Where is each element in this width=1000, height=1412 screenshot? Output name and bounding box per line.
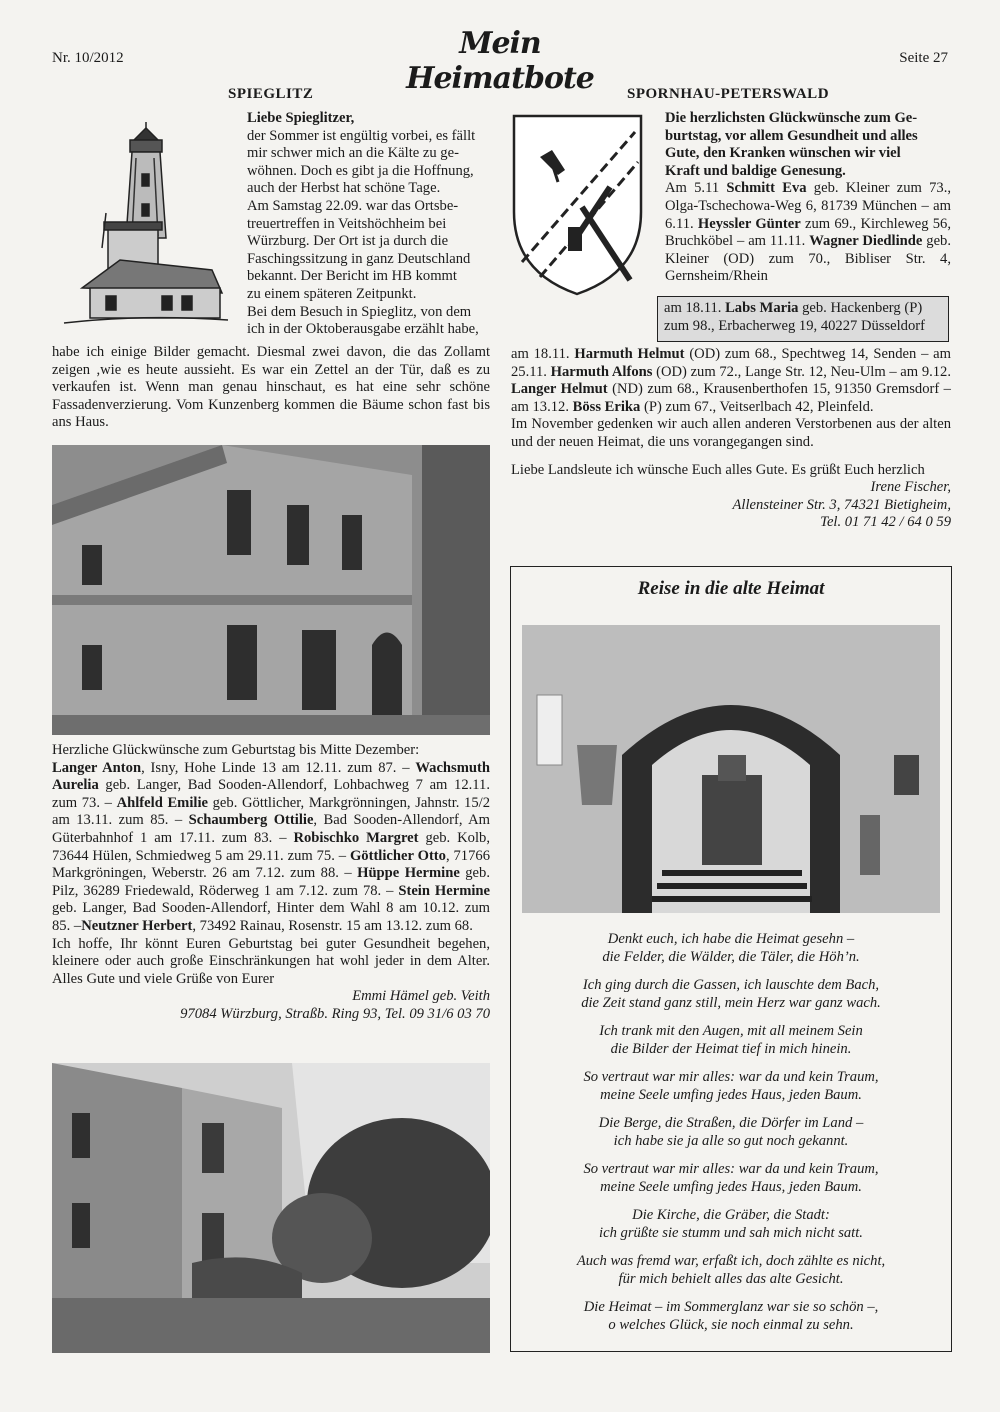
text-line: wöhnen. Doch es gibt ja die Hoffnung, bbox=[247, 162, 474, 179]
poem-stanza bbox=[520, 930, 942, 966]
birthday-name: Labs Maria bbox=[725, 300, 799, 316]
lead-line: Gute, den Kranken wünschen wir viel bbox=[665, 145, 901, 162]
text-line: bekannt. Der Bericht im HB kommt bbox=[247, 268, 457, 285]
birthday-detail: (P) zum 67., Veitserlbach 42, Pleinfeld. bbox=[640, 398, 874, 415]
poem-stanza bbox=[520, 976, 942, 1012]
birthday-detail: geb. Kolb, 73644 Hülen, Schmiedweg 5 am 29.11. zum 75. – bbox=[52, 829, 490, 864]
text-line: Bei dem Besuch in Spieglitz, von dem bbox=[247, 303, 472, 320]
poem-stanza bbox=[520, 1252, 942, 1288]
poem-line: o welches Glück, sie noch einmal zu sehn. bbox=[608, 1317, 854, 1333]
closing-paragraph: Ich hoffe, Ihr könnt Euren Geburtstag bei guter Gesundheit begehen, kleinere oder auch große Einschränkungen hat wohl jeder in dem Alter. Alles Gute und viele Grüße von Eurer bbox=[52, 935, 490, 987]
birthday-detail: , Isny, Hohe Linde 13 am 12.11. zum 87. – bbox=[141, 759, 416, 776]
lead-line: burtstag, vor allem Gesundheit und alles bbox=[665, 127, 918, 144]
birthday-name: Harmuth Alfons bbox=[550, 363, 653, 380]
entry-date: am 18.11. bbox=[511, 346, 575, 362]
birthday-detail: geb. Kleiner zum 73., Olga-Tschechowa-Weg 6, 81739 München – am 6.11. bbox=[665, 180, 951, 232]
text-line: Würzburg. Der Ort ist ja durch die bbox=[247, 233, 449, 250]
birthday-name: Wagner Diedlinde bbox=[809, 233, 923, 250]
memorial-paragraph: Im November gedenken wir auch allen anderen Verstorbenen aus der alten und der neuen Heimat, die uns vorangegangen sind. bbox=[511, 416, 951, 450]
signature-address: 97084 Würzburg, Straßb. Ring 93, Tel. 09 31/6 03 70 bbox=[180, 1005, 490, 1022]
poem-line: ich habe sie ja alle so gut noch gekannt. bbox=[613, 1133, 849, 1149]
poem-line: So vertraut war mir alles: war da und kein Traum, bbox=[583, 1161, 879, 1177]
birthday-detail: (ND) zum 68., Krausenberthofen 15, 91350 Gremsdorf – am 13.12. bbox=[511, 381, 951, 415]
poem-stanza bbox=[520, 1022, 942, 1058]
issue-number: Nr. 10/2012 bbox=[52, 50, 124, 66]
poem-line: Die Kirche, die Gräber, die Stadt: bbox=[632, 1207, 830, 1223]
birthday-list-continued bbox=[511, 346, 951, 416]
text-line: der Sommer ist engültig vorbei, es fällt bbox=[247, 127, 476, 144]
building-trees-photo bbox=[52, 1063, 490, 1353]
body-paragraph: habe ich einige Bilder gemacht. Diesmal zwei davon, die das Zollamt zeigen ,wie es heute aussieht. Es war ein Zettel an der Tür, daß es zu verkaufen ist. Wenn man genau hinschaut, es hat eine sehr schöne Fassadenverzierung. Vom Kunzenberg kommen die Bäume schon fast bis ans Haus. bbox=[52, 344, 490, 431]
birthday-detail: geb. Göttlicher, Markgrönningen, Jahnstr. 15/2 am 13.11. zum 85. – bbox=[52, 794, 490, 829]
customs-house-photo bbox=[52, 445, 490, 735]
birthday-name: Ahlfeld Emilie bbox=[116, 794, 208, 811]
signature-phone: Tel. 01 71 42 / 64 0 59 bbox=[820, 514, 951, 531]
poem-line: Ich ging durch die Gassen, ich lauschte dem Bach, bbox=[582, 977, 880, 993]
birthday-list-right bbox=[665, 180, 951, 286]
coat-of-arms bbox=[510, 112, 645, 297]
birthday-intro: Herzliche Glückwünsche zum Geburtstag bis Mitte Dezember: bbox=[52, 742, 420, 758]
poem bbox=[520, 930, 942, 1344]
section-title-spieglitz: SPIEGLITZ bbox=[228, 86, 314, 102]
birthday-name: Böss Erika bbox=[572, 398, 641, 415]
birthday-detail: geb. Kleiner (OD) zum 70., Bibliser Str. 4, Gernsheim/Rhein bbox=[665, 233, 951, 285]
entry-date: am 18.11. bbox=[664, 300, 726, 316]
highlight-box bbox=[657, 296, 949, 342]
tower-illustration bbox=[62, 118, 230, 333]
birthday-detail: zum 69., Kirchleweg 56, Bruchköbel – am 11.11. bbox=[665, 215, 951, 250]
birthday-name: Schaumberg Ottilie bbox=[188, 812, 314, 829]
poem-line: meine Seele umfing jedes Haus, jeden Baum. bbox=[600, 1087, 862, 1103]
page-number: Seite 27 bbox=[899, 50, 948, 66]
birthday-name: Langer Anton bbox=[52, 759, 142, 776]
farewell-paragraph: Liebe Landsleute ich wünsche Euch alles Gute. Es grüßt Euch herzlich bbox=[511, 461, 925, 478]
birthday-detail: (OD) zum 72., Lange Str. 12, Neu-Ulm – am 9.12. bbox=[652, 363, 952, 380]
poem-stanza bbox=[520, 1068, 942, 1104]
poem-title: Reise in die alte Heimat bbox=[637, 578, 825, 599]
birthday-name: Harmuth Helmut bbox=[574, 346, 685, 362]
birthday-detail: geb. Hackenberg (P) zum 98., Erbacherweg 19, 40227 Düsseldorf bbox=[664, 300, 925, 334]
poem-line: ich grüßte sie stumm und sah mich nicht satt. bbox=[599, 1225, 863, 1241]
birthday-detail: (OD) zum 68., Spechtweg 14, Senden – am 25.11. bbox=[511, 346, 951, 380]
birthday-name: Neutzner Herbert bbox=[81, 917, 193, 934]
entry-date: Am 5.11 bbox=[665, 180, 727, 197]
text-line: ich in der Oktoberausgabe erzählt habe, bbox=[247, 321, 479, 338]
birthday-name: Langer Helmut bbox=[511, 381, 608, 398]
birthday-name: Schmitt Eva bbox=[726, 180, 807, 197]
lead-line: Kraft und baldige Genesung. bbox=[665, 162, 846, 179]
poem-line: meine Seele umfing jedes Haus, jeden Baum. bbox=[600, 1179, 862, 1195]
signature-name: Irene Fischer, bbox=[870, 479, 951, 496]
poem-line: So vertraut war mir alles: war da und kein Traum, bbox=[583, 1069, 879, 1085]
poem-line: Denkt euch, ich habe die Heimat gesehn – bbox=[607, 931, 855, 947]
poem-line: die Zeit stand ganz still, mein Herz war ganz wach. bbox=[581, 995, 881, 1011]
birthday-detail: geb. Langer, Bad Sooden-Allendorf, Hinter dem Wahl 8 am 10.12. zum 85. – bbox=[52, 900, 490, 934]
poem-line: die Bilder der Heimat tief in mich hinein. bbox=[610, 1041, 852, 1057]
poem-line: für mich behielt alles das alte Gesicht. bbox=[618, 1271, 844, 1287]
birthday-name: Stein Hermine bbox=[398, 882, 491, 899]
poem-stanza bbox=[520, 1114, 942, 1150]
masthead-logo: Mein Heimatbote bbox=[406, 26, 594, 96]
greeting: Liebe Spieglitzer, bbox=[247, 110, 355, 126]
birthday-detail: , 71766 Markgröningen, Weberstr. 26 am 7.12. zum 88. – bbox=[52, 847, 490, 882]
text-line: auch der Herbst hat schöne Tage. bbox=[247, 180, 441, 197]
birthday-detail: geb. Langer, Bad Sooden-Allendorf, Lohbachweg 7 am 12.11. zum 73. – bbox=[52, 777, 490, 811]
text-line: Faschingssitzung in ganz Deutschland bbox=[247, 250, 471, 267]
birthday-name: Heyssler Günter bbox=[697, 215, 801, 232]
birthday-name: Robischko Margret bbox=[293, 829, 419, 846]
signature-address: Allensteiner Str. 3, 74321 Bietigheim, bbox=[732, 496, 951, 513]
section-title-spornhau: SPORNHAU-PETERSWALD bbox=[627, 86, 830, 102]
birthday-list bbox=[52, 760, 490, 936]
birthday-name: Wachsmuth Aurelia bbox=[52, 759, 490, 794]
lead-line: Die herzlichsten Glückwünsche zum Ge- bbox=[665, 110, 918, 126]
birthday-name: Hüppe Hermine bbox=[357, 865, 460, 882]
church-interior-photo bbox=[522, 625, 940, 913]
poem-stanza bbox=[520, 1298, 942, 1334]
poem-line: Ich trank mit den Augen, mit all meinem Sein bbox=[599, 1023, 863, 1039]
text-line: zu einem späteren Zeitpunkt. bbox=[247, 285, 417, 302]
poem-line: die Felder, die Wälder, die Täler, die Höh’n. bbox=[602, 949, 860, 965]
text-line: mir schwer mich an die Kälte zu ge- bbox=[247, 145, 459, 162]
poem-line: Auch was fremd war, erfaßt ich, doch zählte es nicht, bbox=[576, 1253, 886, 1269]
poem-stanza bbox=[520, 1160, 942, 1196]
poem-stanza bbox=[520, 1206, 942, 1242]
poem-line: Die Berge, die Straßen, die Dörfer im Land – bbox=[598, 1115, 864, 1131]
birthday-detail: geb. Pilz, 36289 Friedewald, Röderweg 1 am 7.12. zum 78. – bbox=[52, 865, 490, 899]
text-line: Am Samstag 22.09. war das Ortsbe- bbox=[247, 197, 459, 214]
birthday-name: Göttlicher Otto bbox=[349, 847, 446, 864]
text-line: treuertreffen in Veitshöchheim bei bbox=[247, 215, 447, 232]
poem-line: Die Heimat – im Sommerglanz war sie so schön –, bbox=[583, 1299, 879, 1315]
signature-name: Emmi Hämel geb. Veith bbox=[352, 988, 490, 1005]
birthday-detail: , Bad Sooden-Allendorf, Am Güterbahnhof 1 am 17.11. zum 83. – bbox=[52, 812, 490, 846]
birthday-detail: , 73492 Rainau, Rosenstr. 15 am 13.12. zum 68. bbox=[192, 917, 473, 934]
